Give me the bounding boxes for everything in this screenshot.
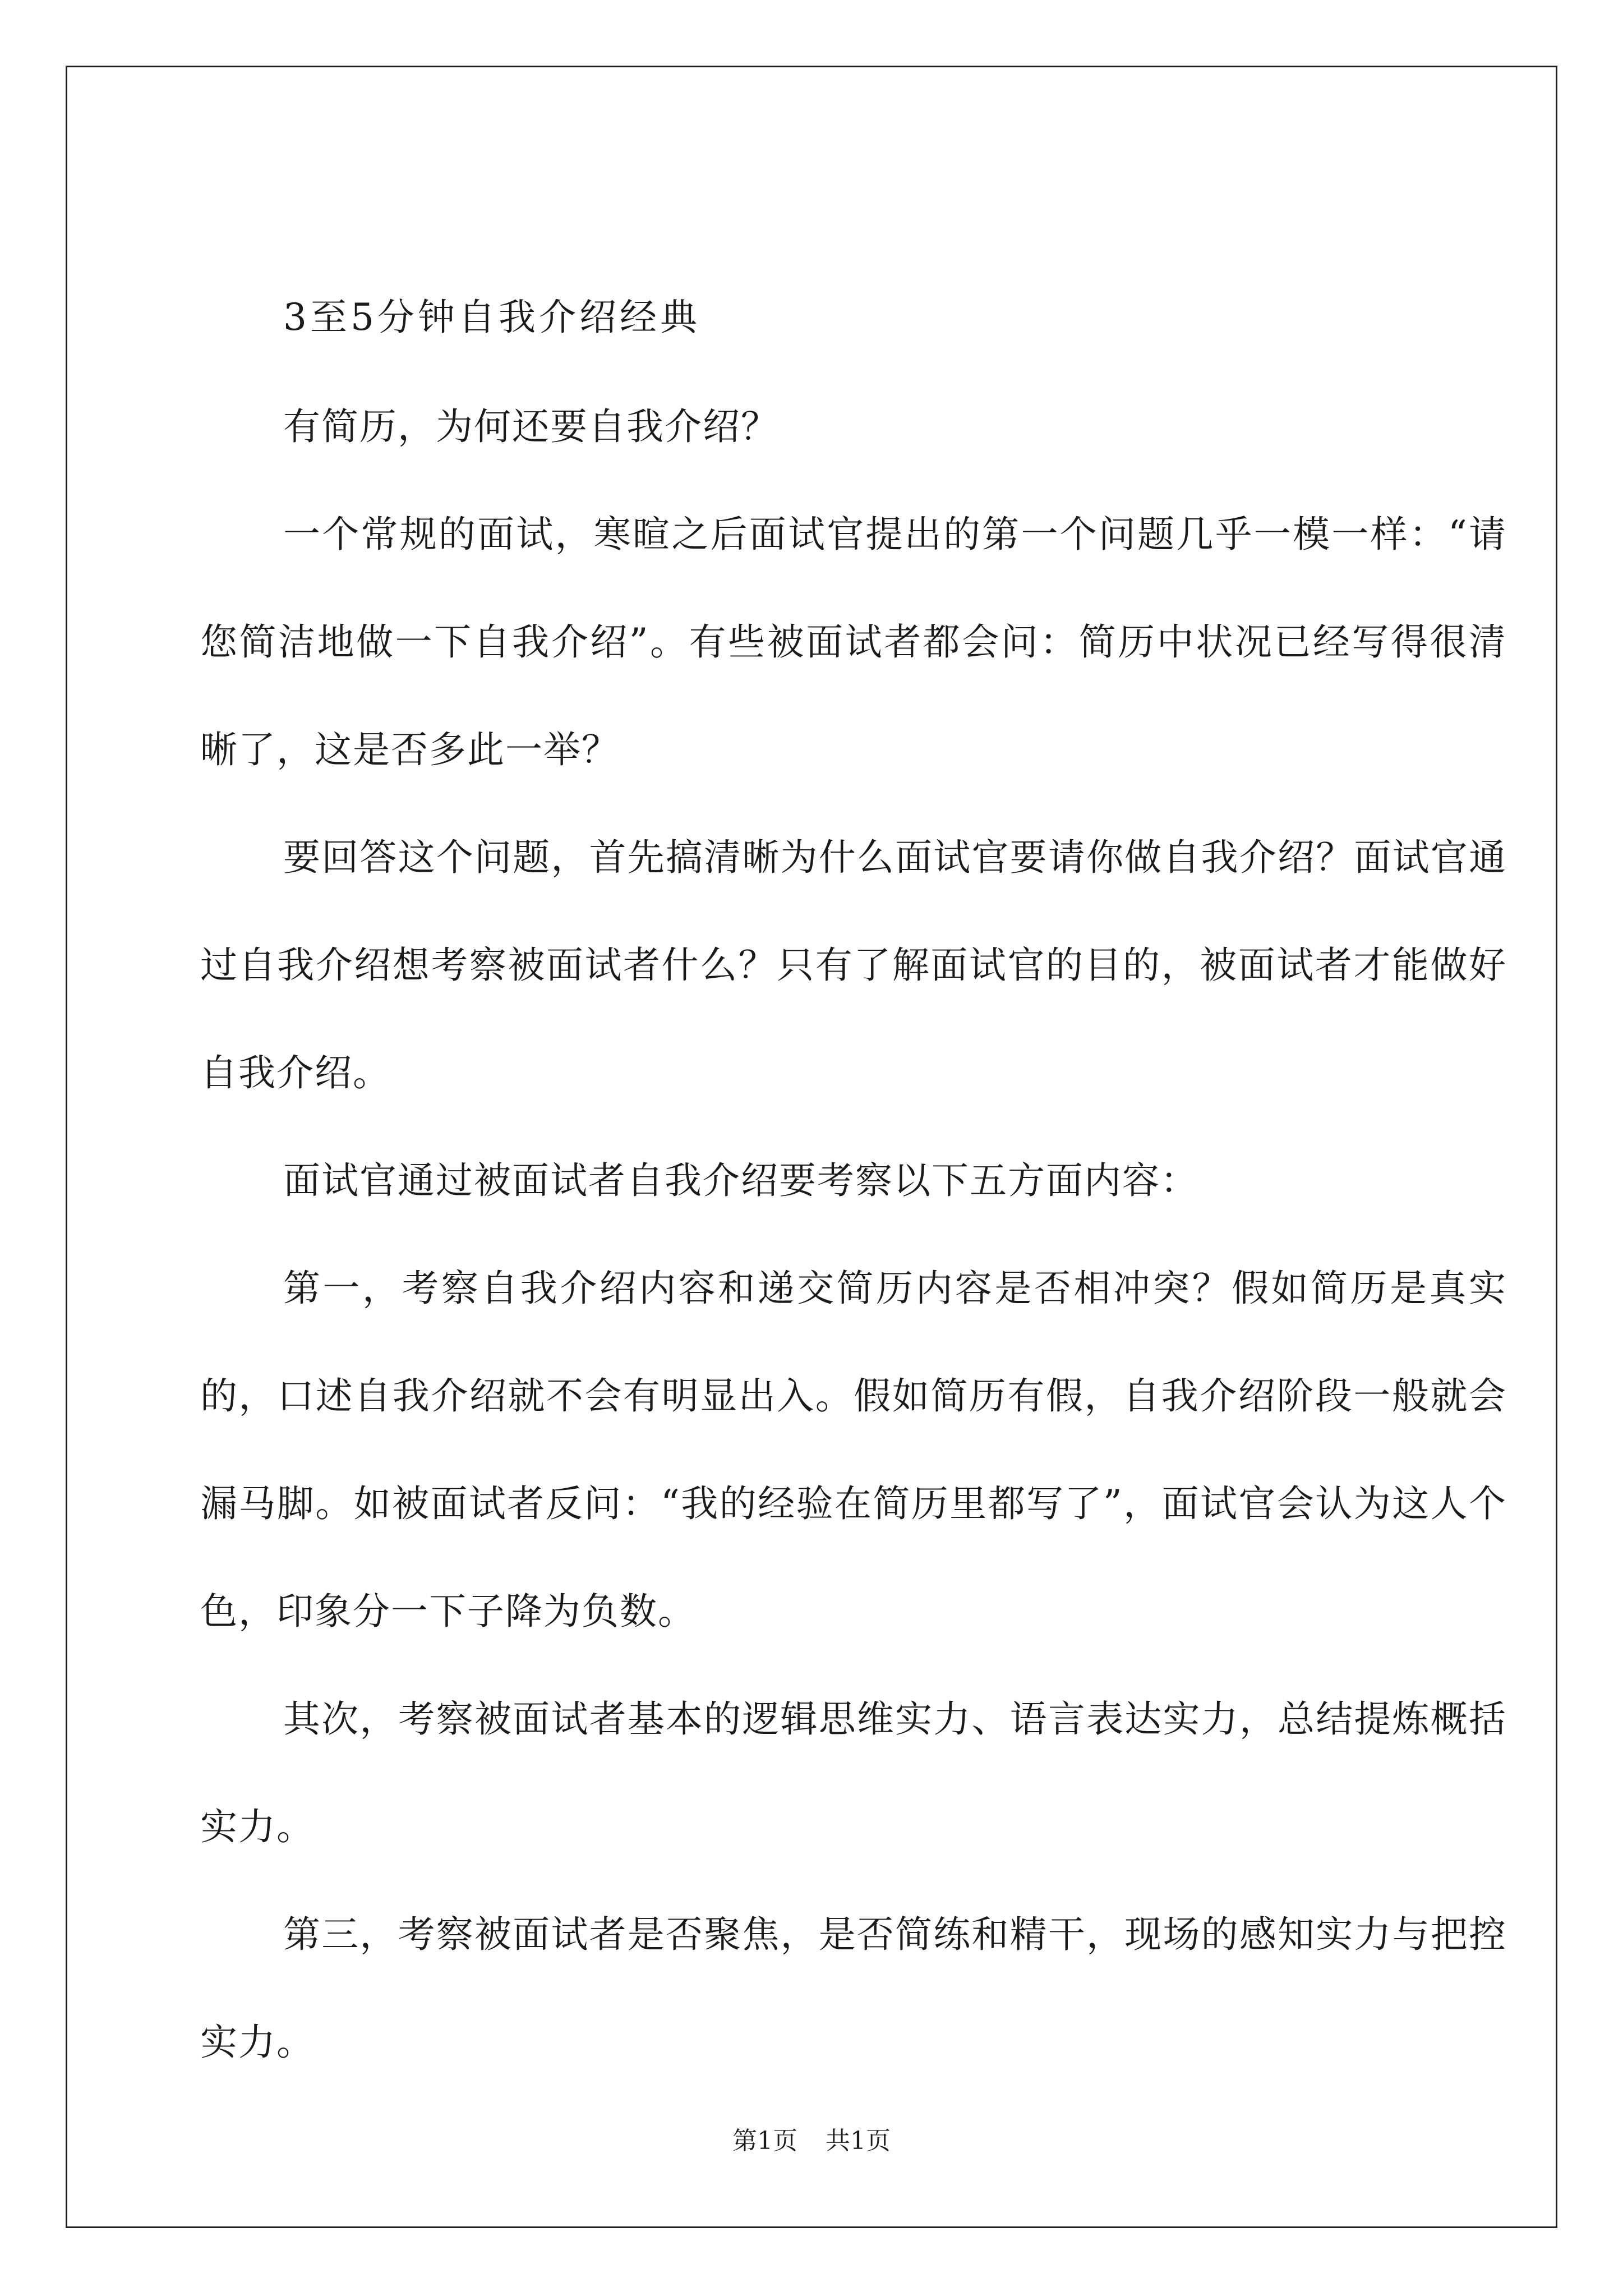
paragraph-7: 第三，考察被面试者是否聚焦，是否简练和精干，现场的感知实力与把控实力。 [200, 1913, 1507, 2064]
paragraph-5: 第一，考察自我介绍内容和递交简历内容是否相冲突？假如简历是真实的，口述自我介绍就不会有明显出入。假如简历有假，自我介绍阶段一般就会漏马脚。如被面试者反问：“我的经验在简历里都写了”，面试官会认为这人个色，印象分一下子降为负数。 [200, 1267, 1507, 1633]
paragraph-3: 要回答这个问题，首先搞清晰为什么面试官要请你做自我介绍？面试官通过自我介绍想考察被面试者什么？只有了解面试官的目的，被面试者才能做好自我介绍。 [200, 836, 1507, 1094]
paragraph-4: 面试官通过被面试者自我介绍要考察以下五方面内容： [283, 1159, 1198, 1202]
page-number: 第1页 [732, 2127, 797, 2155]
paragraph-1: 有简历，为何还要自我介绍？ [283, 405, 779, 448]
paragraph-6: 其次，考察被面试者基本的逻辑思维实力、语言表达实力，总结提炼概括实力。 [200, 1697, 1507, 1848]
page-footer [0, 2120, 1623, 2156]
page-border [66, 66, 1557, 2228]
page-total: 共1页 [826, 2127, 891, 2155]
document-title: 3至5分钟自我介绍经典 [283, 296, 700, 339]
document-body [200, 67, 1507, 2199]
paragraph-2: 一个常规的面试，寒暄之后面试官提出的第一个问题几乎一模一样：“请您简洁地做一下自我介绍”。有些被面试者都会问：简历中状况已经写得很清晰了，这是否多此一举？ [200, 513, 1507, 771]
